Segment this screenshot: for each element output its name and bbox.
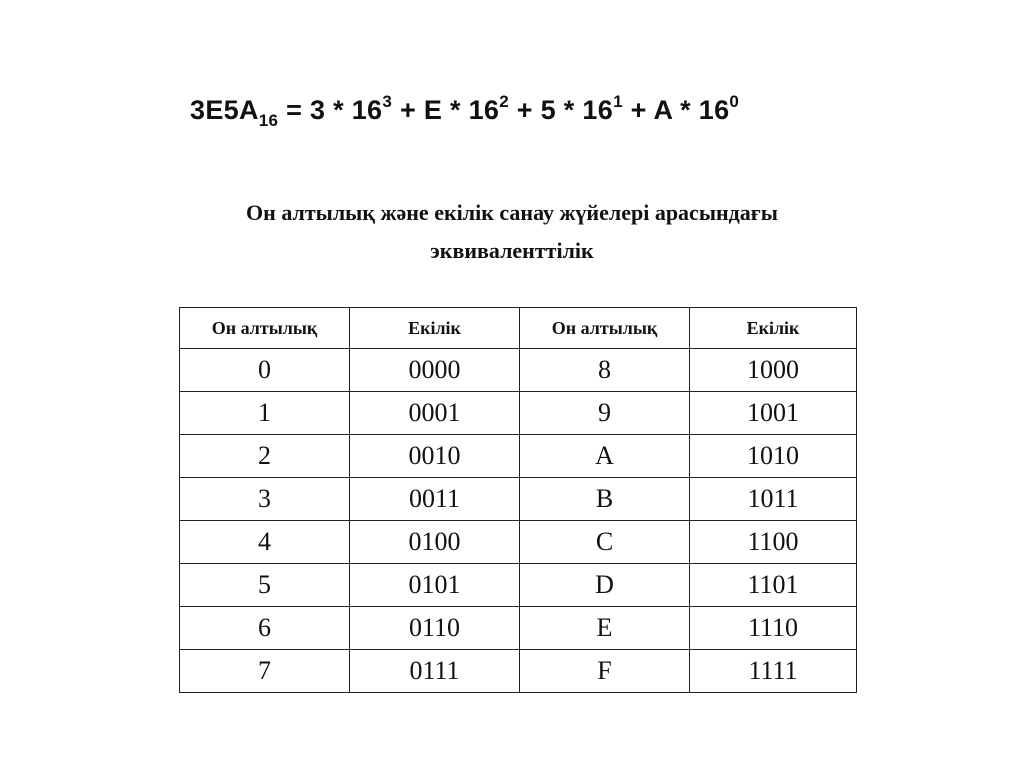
table-cell: 1	[180, 392, 350, 435]
table-cell: F	[520, 650, 690, 693]
formula-base-number: 3E5A	[190, 95, 259, 125]
table-row	[180, 435, 857, 478]
hex-binary-table	[179, 307, 857, 693]
table-row	[180, 650, 857, 693]
table-cell: C	[520, 521, 690, 564]
column-header-hex: Он алтылық	[180, 308, 350, 349]
formula-term: A * $16^0$	[653, 92, 740, 125]
table-row	[180, 478, 857, 521]
table-row	[180, 392, 857, 435]
table-cell: 5	[180, 564, 350, 607]
formula-base-subscript: 16	[258, 111, 279, 130]
table-cell: 0	[180, 349, 350, 392]
table-cell: B	[520, 478, 690, 521]
formula-term: $3 * 16^3$ +	[309, 92, 417, 125]
formula-term: E * $16^2$ +	[423, 92, 533, 125]
table-cell: 0110	[350, 607, 520, 650]
column-header-binary: Екілік	[350, 308, 520, 349]
table-title	[0, 194, 1024, 270]
table-row	[180, 521, 857, 564]
table-cell: 1001	[690, 392, 857, 435]
table-cell: 1100	[690, 521, 857, 564]
table-title-line-1: Он алтылық және екілік санау жүйелері арасындағы	[246, 200, 778, 225]
table-cell: 7	[180, 650, 350, 693]
table-cell: 4	[180, 521, 350, 564]
table-row	[180, 349, 857, 392]
table-cell: 6	[180, 607, 350, 650]
table-cell: D	[520, 564, 690, 607]
table-cell: 2	[180, 435, 350, 478]
formula-term: $5 * 16^1$ +	[540, 92, 647, 125]
table-title-line-2: эквиваленттілік	[430, 238, 594, 263]
table-row	[180, 607, 857, 650]
column-header-hex: Он алтылық	[520, 308, 690, 349]
table-cell: 8	[520, 349, 690, 392]
table-cell: 3	[180, 478, 350, 521]
table-header-row	[180, 308, 857, 349]
table-cell: 0010	[350, 435, 520, 478]
table-cell: 1000	[690, 349, 857, 392]
table-cell: 1111	[690, 650, 857, 693]
table-cell: 1010	[690, 435, 857, 478]
table-row	[180, 564, 857, 607]
table-cell: 0111	[350, 650, 520, 693]
table-cell: 0101	[350, 564, 520, 607]
table-cell: 0001	[350, 392, 520, 435]
table-cell: 1011	[690, 478, 857, 521]
table-cell: 0100	[350, 521, 520, 564]
table-cell: 0011	[350, 478, 520, 521]
table-cell: 1110	[690, 607, 857, 650]
formula-equals: =	[286, 95, 303, 125]
hex-expansion-formula	[190, 92, 739, 131]
table-cell: 1101	[690, 564, 857, 607]
table-cell: 0000	[350, 349, 520, 392]
table-cell: 9	[520, 392, 690, 435]
table-cell: A	[520, 435, 690, 478]
column-header-binary: Екілік	[690, 308, 857, 349]
table-cell: E	[520, 607, 690, 650]
